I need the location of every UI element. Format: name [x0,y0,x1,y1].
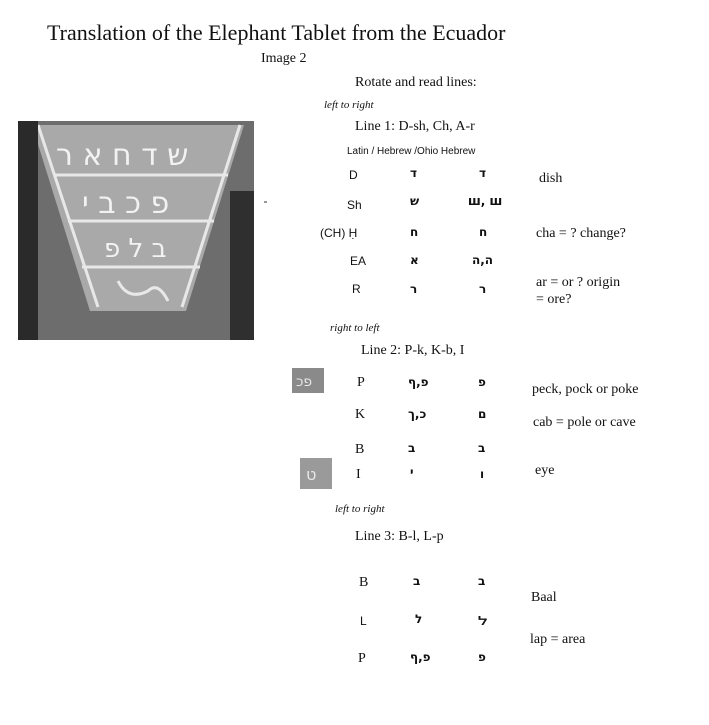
line2-latin-3: I [356,467,361,482]
line3-hebrew-2: פ,ף [410,650,431,664]
line2-hebrew-2: ב [408,441,416,455]
line2-ohio-2: ב [478,441,486,455]
tablet-carving-svg [18,121,254,340]
line3-latin-2: P [358,651,366,666]
thumbnail-carving-2 [300,458,332,489]
line1-latin-2: (CH) Ḥ [320,226,358,240]
line2-latin-2: B [355,442,365,457]
tablet-photo [18,121,254,340]
line1-ohio-4: ר [479,282,487,296]
line1-hebrew-0: ד [410,166,418,180]
line3-heading: Line 3: B-l, L-p [355,529,444,544]
line3-hebrew-1: ל [415,612,423,626]
page-title: Translation of the Elephant Tablet from the Ecuador [47,20,506,45]
tablet-detail-thumbnail-1 [292,368,324,393]
line3-ohio-2: פ [478,650,486,664]
line1-hebrew-1: ש [410,194,420,208]
line2-heading: Line 2: P-k, K-b, I [361,343,465,358]
line2-hebrew-3: י [410,465,414,479]
thumbnail-carving-1 [292,368,324,393]
svg-text:פכ: פכ [296,374,313,390]
line1-meaning-4: ar = or ? origin = ore? [536,275,621,307]
line2-hebrew-1: כ,ך [408,407,427,421]
direction-label-3: left to right [335,503,385,515]
line2-ohio-3: ו [480,467,485,481]
line1-ohio-0: ד [479,166,487,180]
tablet-detail-thumbnail-2 [300,458,332,489]
line1-hebrew-3: א [410,253,419,267]
line1-ohio-3: ה,ה [472,253,494,267]
line1-latin-1: Sh [347,198,362,212]
svg-text:ש ד ח א ר: ש ד ח א ר [56,138,189,173]
line3-latin-1: L [360,614,367,628]
line1-hebrew-2: ח [410,225,419,239]
line3-ohio-0: ב [478,574,486,588]
page-subtitle: Image 2 [261,51,307,66]
line1-ohio-2: ח [479,225,488,239]
line2-hebrew-0: פ,ף [408,375,429,389]
direction-label-1: left to right [324,99,374,111]
line2-meaning-1: cab = pole or cave [533,415,636,430]
line2-ohio-1: ם [478,407,487,421]
line2-latin-1: K [355,407,366,422]
line1-meaning-0: dish [539,171,563,186]
line3-ohio-1: ﬥ [478,614,489,628]
svg-text:פ כ ב י: פ כ ב י [82,186,170,221]
svg-text:ב ל פ: ב ל פ [104,234,167,264]
stray-mark [264,201,267,203]
direction-label-2: right to left [330,322,380,334]
column-headers: Latin / Hebrew /Ohio Hebrew [347,146,476,157]
svg-text:ט: ט [306,465,317,484]
rotate-instruction: Rotate and read lines: [355,75,477,90]
line1-heading: Line 1: D-sh, Ch, A-r [355,119,475,134]
line1-latin-0: D [349,168,358,182]
line2-meaning-3: eye [535,463,555,478]
line2-latin-0: P [357,375,365,390]
line3-latin-0: B [359,575,369,590]
line1-meaning-2: cha = ? change? [536,226,626,241]
line1-hebrew-4: ר [410,282,418,296]
line1-latin-3: EA [350,254,367,268]
line2-meaning-0: peck, pock or poke [532,382,639,397]
line3-hebrew-0: ב [413,574,421,588]
line1-ohio-1: ш, ш [468,194,503,208]
line3-meaning-1: lap = area [530,632,586,647]
line3-meaning-0: Baal [531,590,557,605]
line2-ohio-0: פ [478,375,486,389]
line1-latin-4: R [352,282,361,296]
